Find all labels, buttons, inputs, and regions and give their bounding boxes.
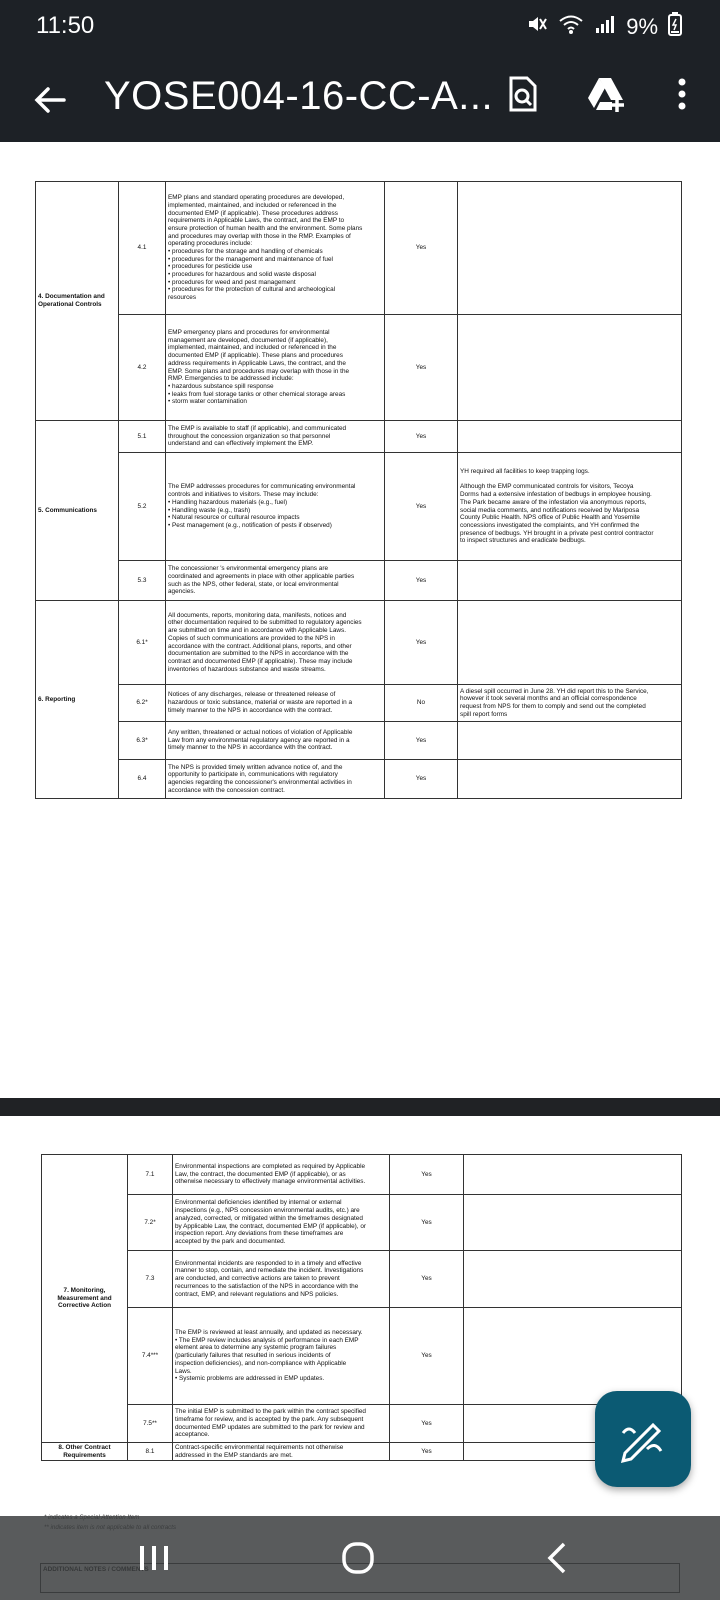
section-title: 8. Other Contract Requirements xyxy=(42,1443,128,1461)
requirement-line: (particularly failures that resulted in serious incidents of xyxy=(175,1352,331,1360)
comment-line: to inspect structures and eradicate bedbugs. xyxy=(460,537,586,545)
requirement-line: Laws. xyxy=(175,1367,192,1375)
back-arrow-icon[interactable] xyxy=(30,72,70,130)
comment-line: spill report forms xyxy=(460,710,508,718)
table-row xyxy=(42,1251,682,1308)
requirement-text xyxy=(166,421,385,453)
signal-icon xyxy=(594,13,616,41)
requirement-line: The concessioner 's environmental emergency plans are xyxy=(168,565,329,573)
compliance-answer: Yes xyxy=(390,1443,464,1461)
requirement-line: accepted by the park and documented. xyxy=(175,1237,286,1245)
requirement-line: • procedures for the management and maintenance of fuel xyxy=(168,255,333,263)
requirement-line: EMP emergency plans and procedures for environmental xyxy=(168,329,330,337)
comment-line: request from NPS for them to comply and send out the completed xyxy=(460,703,646,710)
system-nav-bar xyxy=(0,1516,720,1600)
item-number: 5.2 xyxy=(119,453,166,561)
table-row xyxy=(36,722,682,760)
battery-icon xyxy=(668,12,682,42)
requirement-line: Environmental inspections are completed as required by Applicable xyxy=(175,1162,366,1170)
table-row xyxy=(36,315,682,421)
table-row xyxy=(36,601,682,685)
item-number: 7.3 xyxy=(128,1251,173,1308)
comment-line: Dorms had a extensive infestation of bedbugs in employee housing. xyxy=(460,491,652,499)
requirement-line: documented EMP (if applicable). These plans and procedures xyxy=(168,352,343,360)
requirement-line: other documentation required to be submitted to regulatory agencies xyxy=(168,619,362,627)
comment-cell xyxy=(458,685,682,722)
requirement-line: contract, EMP, and relevant regulations and NPS policies. xyxy=(175,1290,339,1298)
requirement-line: such as the NPS, other federal, state, or local environmental xyxy=(168,580,339,588)
compliance-table-page-1 xyxy=(35,181,682,799)
requirement-line: agencies. xyxy=(168,588,196,596)
requirement-line: contract and documented EMP (if applicable). These may include xyxy=(168,657,353,665)
compliance-answer: Yes xyxy=(385,561,458,601)
requirement-line: documented EMP updates are submitted to the park for review and xyxy=(175,1423,365,1431)
requirement-line: inspection report. Any deviations from these timeframes are xyxy=(175,1230,344,1238)
item-number: 7.5** xyxy=(128,1405,173,1443)
item-number: 6.4 xyxy=(119,760,166,799)
requirement-line: accordance with the contract. Additional plans, reports, and other xyxy=(168,642,352,650)
requirement-line: The EMP is reviewed at least annually, and updated as necessary. xyxy=(175,1329,363,1337)
requirement-line: EMP plans and standard operating procedures are developed, xyxy=(168,194,345,202)
comment-cell xyxy=(464,1251,682,1308)
item-number: 6.2* xyxy=(119,685,166,722)
requirement-line: otherwise necessary to effectively manage environmental activities. xyxy=(175,1178,366,1186)
requirement-line: RMP. Emergencies to be addressed include: xyxy=(168,375,294,383)
requirement-text xyxy=(166,760,385,799)
table-row xyxy=(42,1308,682,1405)
requirement-line: addressed in the EMP standards are met. xyxy=(175,1451,293,1459)
requirement-line: • Handling hazardous materials (e.g., fuel) xyxy=(168,498,288,506)
requirement-line: understand and can effectively implement the EMP. xyxy=(168,440,314,448)
recent-apps-icon[interactable] xyxy=(124,1534,184,1582)
document-title: YOSE004-16-CC-A... xyxy=(104,74,494,118)
status-bar xyxy=(0,0,720,56)
requirement-line: The EMP is available to staff (if applicable), and communicated xyxy=(168,424,347,432)
mute-icon xyxy=(526,13,548,41)
requirement-line: manner to stop, contain, and remediate the incident. Investigations xyxy=(175,1267,364,1275)
table-row xyxy=(36,760,682,799)
requirement-line: Notices of any discharges, release or threatened release of xyxy=(168,691,336,699)
comment-cell xyxy=(458,182,682,315)
table-row xyxy=(42,1405,682,1443)
requirement-line: element area to determine any systemic program failures xyxy=(175,1344,337,1352)
requirement-text xyxy=(173,1443,390,1461)
comment-cell xyxy=(458,601,682,685)
home-icon[interactable] xyxy=(328,1534,388,1582)
status-time: 11:50 xyxy=(36,12,95,39)
compliance-answer: Yes xyxy=(385,182,458,315)
requirement-line: • hazardous substance spill response xyxy=(168,382,274,390)
item-number: 6.1* xyxy=(119,601,166,685)
comment-cell xyxy=(458,315,682,421)
compliance-answer: Yes xyxy=(385,760,458,799)
requirement-line: • Pest management (e.g., notification of pests if observed) xyxy=(168,521,332,529)
comment-line: however it took several months and an official correspondence xyxy=(460,695,637,703)
requirement-line: opportunity to participate in, communications with regulatory xyxy=(168,771,338,779)
requirement-line: All documents, reports, monitoring data, manifests, notices and xyxy=(168,611,347,619)
comment-line: Although the EMP communicated controls for visitors, Tecoya xyxy=(460,483,634,491)
more-options-icon[interactable] xyxy=(662,74,702,114)
comment-line: concessions investigated the complaints, and YH confirmed the xyxy=(460,521,640,529)
table-row xyxy=(36,561,682,601)
comment-cell xyxy=(458,760,682,799)
comment-cell xyxy=(464,1308,682,1405)
requirement-line: • procedures for pesticide use xyxy=(168,263,253,271)
compliance-answer: Yes xyxy=(390,1195,464,1251)
requirement-text xyxy=(166,685,385,722)
section-title: 5. Communications xyxy=(36,421,119,601)
comment-line: social media comments, and notifications received by Mariposa xyxy=(460,506,640,514)
requirement-line: agencies regarding the concessioner's environmental activities in xyxy=(168,779,352,786)
requirement-line: • Natural resource or cultural resource impacts xyxy=(168,514,300,522)
requirement-line: • procedures for hazardous and solid waste disposal xyxy=(168,271,316,279)
comment-line xyxy=(460,476,679,484)
requirement-line: Environmental incidents are responded to in a timely and effective xyxy=(175,1259,362,1267)
requirement-line: • storm water contamination xyxy=(168,398,247,406)
section-title: 7. Monitoring, Measurement and Corrective Action xyxy=(42,1155,128,1443)
requirement-line: Copies of such communications are provided to the NPS in xyxy=(168,634,335,642)
table-row xyxy=(36,685,682,722)
comment-cell xyxy=(458,561,682,601)
item-number: 4.2 xyxy=(119,315,166,421)
item-number: 4.1 xyxy=(119,182,166,315)
comment-cell xyxy=(458,453,682,561)
requirement-line: controls and initiatives to visitors. These may include: xyxy=(168,491,319,499)
app-bar xyxy=(0,56,720,142)
requirement-line: timely manner to the NPS in accordance with the contract. xyxy=(168,706,333,714)
requirement-text xyxy=(166,722,385,760)
requirement-line: • procedures for weed and pest management xyxy=(168,278,296,286)
requirement-line: Any written, threatened or actual notices of violation of Applicable xyxy=(168,728,353,736)
comment-cell xyxy=(464,1155,682,1195)
requirement-line: • procedures for the protection of cultural and archeological xyxy=(168,286,336,294)
compliance-answer: Yes xyxy=(385,722,458,760)
edit-fab-button[interactable] xyxy=(595,1391,691,1487)
status-icons xyxy=(526,12,682,42)
requirement-line: requirements in Applicable Laws, the contract, and the EMP to xyxy=(168,217,345,225)
requirement-line: inspections (e.g., NPS concession environmental audits, etc.) are xyxy=(175,1207,360,1215)
item-number: 8.1 xyxy=(128,1443,173,1461)
requirement-line: by Applicable Law, the contract, documented EMP (if applicable), or xyxy=(175,1222,366,1230)
requirement-line: Environmental deficiencies identified by internal or external xyxy=(175,1199,342,1207)
requirement-text xyxy=(173,1308,390,1405)
requirement-line: throughout the concession organization so that personnel xyxy=(168,432,331,440)
requirement-line: Law, the contract, the documented EMP (if applicable), or as xyxy=(175,1170,346,1178)
requirement-line: ensure protection of human health and the environment. Some plans xyxy=(168,224,363,232)
comment-line: County Public Health. NPS office of Public Health and Yosemite xyxy=(460,514,640,522)
requirement-line: recurrences to the satisfaction of the NPS in accordance with the xyxy=(175,1282,359,1290)
requirement-line: • Handling waste (e.g., trash) xyxy=(168,506,251,514)
item-number: 5.1 xyxy=(119,421,166,453)
drive-add-icon[interactable] xyxy=(586,74,626,114)
requirement-text xyxy=(173,1195,390,1251)
compliance-answer: Yes xyxy=(390,1155,464,1195)
section-title: 6. Reporting xyxy=(36,601,119,799)
compliance-answer: Yes xyxy=(385,453,458,561)
back-nav-icon[interactable] xyxy=(528,1534,588,1582)
requirement-line: documentation are submitted to the NPS in accordance with the xyxy=(168,650,349,658)
requirement-line: hazardous or toxic substance, material or waste are reported in a xyxy=(168,699,353,707)
compliance-answer: Yes xyxy=(385,315,458,421)
item-number: 7.1 xyxy=(128,1155,173,1195)
requirement-line: • The EMP review includes analysis of performance in each EMP xyxy=(175,1336,359,1344)
wifi-icon xyxy=(558,13,584,41)
document-page-1 xyxy=(0,142,720,1098)
compliance-answer: Yes xyxy=(390,1405,464,1443)
section-title: 4. Documentation and Operational Controls xyxy=(36,182,119,421)
table-row xyxy=(42,1155,682,1195)
requirement-text xyxy=(166,453,385,561)
requirement-line: documented EMP (if applicable). These procedures address xyxy=(168,209,338,217)
requirement-line: are conducted, and corrective actions are taken to prevent xyxy=(175,1275,340,1283)
requirement-text xyxy=(166,561,385,601)
requirement-line: EMP. Some plans and procedures may overlap with those in the xyxy=(168,367,350,375)
requirement-line: • procedures for the storage and handling of chemicals xyxy=(168,248,323,255)
requirement-line: are submitted on time and in accordance with Applicable Laws. xyxy=(168,627,346,635)
comment-cell xyxy=(458,421,682,453)
requirement-line: coordinated and agreements in place with other applicable parties xyxy=(168,572,355,580)
requirement-line: The NPS is provided timely written advance notice of, and the xyxy=(168,763,343,771)
requirement-line: and procedures may overlap with those in the RMP. Examples of xyxy=(168,232,351,240)
document-viewer[interactable] xyxy=(0,142,720,1600)
comment-line: The Park became aware of the infestation via anonymous reports, xyxy=(460,498,647,506)
compliance-answer: No xyxy=(385,685,458,722)
item-number: 7.2* xyxy=(128,1195,173,1251)
requirement-line: Contract-specific environmental requirements not otherwise xyxy=(175,1444,344,1451)
requirement-text xyxy=(166,182,385,315)
requirement-text xyxy=(173,1405,390,1443)
compliance-table-page-2 xyxy=(41,1154,682,1461)
table-row xyxy=(36,421,682,453)
comment-cell xyxy=(464,1195,682,1251)
compliance-answer: Yes xyxy=(385,601,458,685)
requirement-line: analyzed, corrected, or mitigated within the timeframes designated xyxy=(175,1214,363,1222)
requirement-line: timeframe for review, and is accepted by the park. Any subsequent xyxy=(175,1415,364,1423)
edit-pen-icon xyxy=(595,1474,691,1491)
table-row xyxy=(36,182,682,315)
comment-line: A diesel spill occurred in June 28. YH did report this to the Service, xyxy=(460,687,649,695)
requirement-line: • Systemic problems are addressed in EMP updates. xyxy=(175,1375,325,1383)
table-row xyxy=(42,1443,682,1461)
table-row xyxy=(36,453,682,561)
item-number: 7.4*** xyxy=(128,1308,173,1405)
comment-line: YH required all facilities to keep trapping logs. xyxy=(460,468,590,476)
requirement-line: timely manner to the NPS in accordance with the contract. xyxy=(168,744,333,752)
requirement-line: management are developed, documented (if applicable), xyxy=(168,336,328,344)
requirement-line: inspection deficiencies), and non-compliance with Applicable xyxy=(175,1359,347,1367)
battery-text: 9% xyxy=(626,14,658,39)
requirement-line: The initial EMP is submitted to the park within the contract specified xyxy=(175,1408,366,1416)
page-divider xyxy=(0,1098,720,1116)
comment-line: presence of bedbugs. YH brought in a private pest control contractor xyxy=(460,529,654,537)
requirement-line: implemented, maintained, and included or referenced in the xyxy=(168,344,337,352)
item-number: 6.3* xyxy=(119,722,166,760)
requirement-text xyxy=(166,601,385,685)
requirement-line: resources xyxy=(168,294,197,302)
requirement-line: implemented, maintained, and included or referenced in the xyxy=(168,201,337,209)
requirement-line: The EMP addresses procedures for communicating environmental xyxy=(168,483,356,491)
requirement-line: operating procedures include: xyxy=(168,240,253,248)
compliance-answer: Yes xyxy=(390,1251,464,1308)
requirement-text xyxy=(173,1155,390,1195)
table-row xyxy=(42,1195,682,1251)
requirement-line: acceptance. xyxy=(175,1431,210,1439)
requirement-text xyxy=(166,315,385,421)
document-search-icon[interactable] xyxy=(503,74,543,114)
requirement-line: inventories of hazardous substance and waste streams. xyxy=(168,665,326,673)
compliance-answer: Yes xyxy=(385,421,458,453)
requirement-text xyxy=(173,1251,390,1308)
comment-cell xyxy=(458,722,682,760)
requirement-line: address requirements in Applicable Laws, the contract, and the xyxy=(168,359,346,367)
requirement-line: • leaks from fuel storage tanks or other chemical storage areas xyxy=(168,390,346,398)
item-number: 5.3 xyxy=(119,561,166,601)
requirement-line: accordance with the concession contract. xyxy=(168,786,285,794)
requirement-line: Law from any environmental regulatory agency are reported in a xyxy=(168,736,350,744)
compliance-answer: Yes xyxy=(390,1308,464,1405)
